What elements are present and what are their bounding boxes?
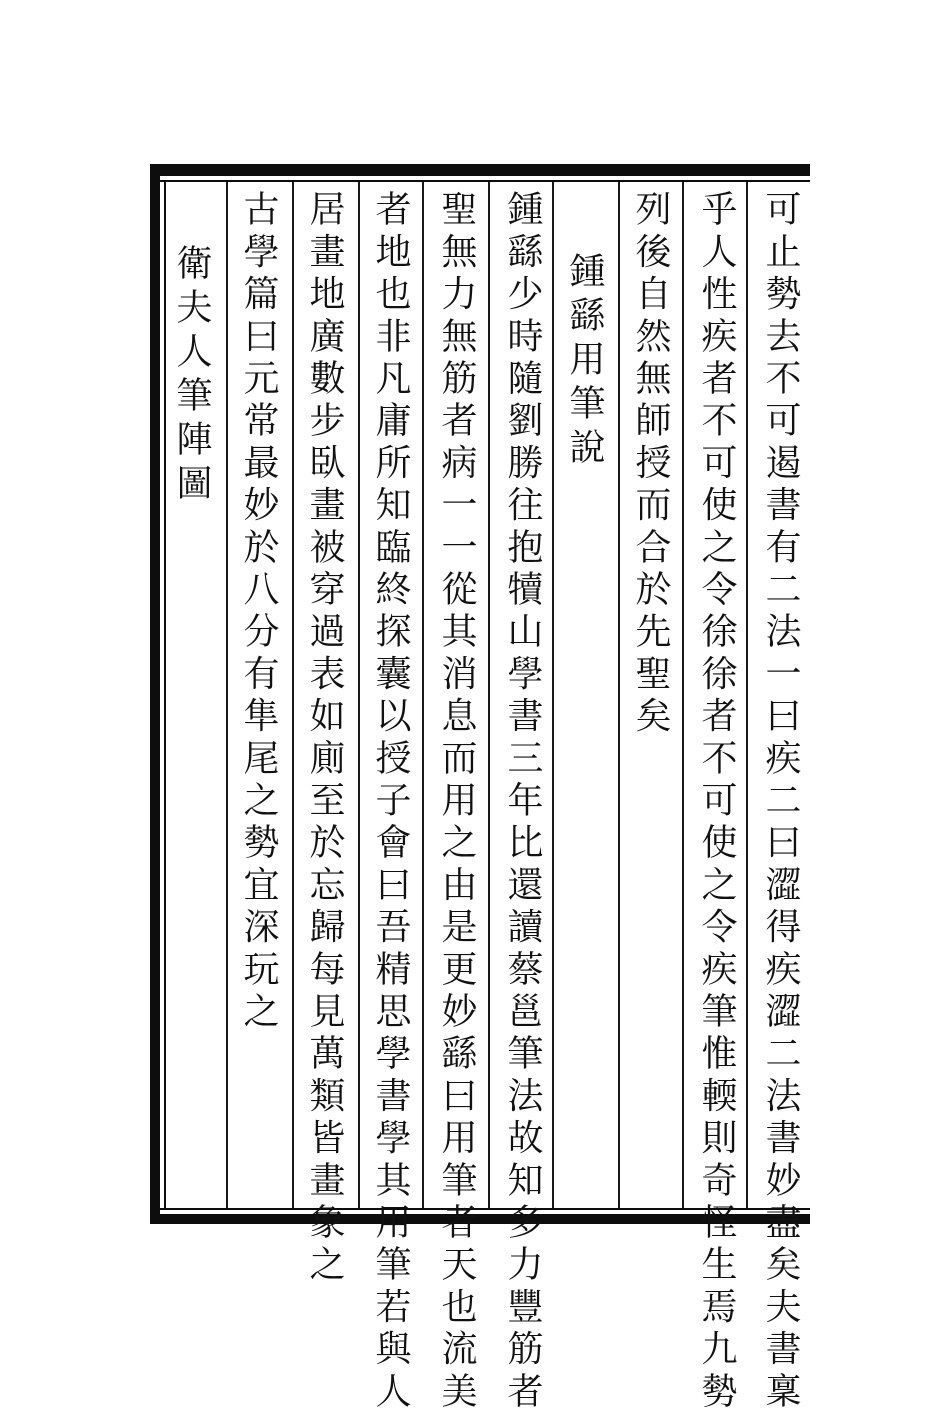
section-heading: 鍾繇用筆說 xyxy=(564,252,605,472)
column-divider xyxy=(488,182,490,1208)
text-column-5: 鍾繇少時隨劉勝往抱犢山學書三年比還讀蔡邕筆法故知多力豐筋者 xyxy=(502,190,543,1414)
column-divider xyxy=(422,182,424,1208)
margin-title: 衛夫人筆陣圖 xyxy=(171,244,212,508)
column-divider xyxy=(552,182,554,1208)
text-column-9: 古學篇曰元常最妙於八分有隼尾之勢宜深玩之 xyxy=(238,190,279,1034)
column-divider xyxy=(682,182,684,1208)
text-column-1: 可止勢去不可遏書有二法一曰疾二曰澀得疾澀二法書妙盡矣夫書稟 xyxy=(760,190,801,1414)
text-column-2: 乎人性疾者不可使之令徐徐者不可使之令疾筆惟輭則奇怪生焉九勢 xyxy=(696,190,737,1414)
column-divider xyxy=(746,182,748,1208)
column-divider xyxy=(358,182,360,1208)
column-divider xyxy=(618,182,620,1208)
frame-top-inner-rule xyxy=(158,180,810,182)
frame-left-rule xyxy=(150,164,160,1224)
text-column-7: 者地也非凡庸所知臨終探囊以授子會曰吾精思學書學其用筆若與人 xyxy=(370,190,411,1414)
text-column-6: 聖無力無筋者病一一從其消息而用之由是更妙繇曰用筆者天也流美 xyxy=(436,190,477,1414)
text-column-3: 列後自然無師授而合於先聖矣 xyxy=(630,190,671,739)
column-divider xyxy=(292,182,294,1208)
frame-top-rule xyxy=(150,164,810,176)
text-column-8: 居畫地廣數步臥畫被穿過表如廁至於忘歸每見萬類皆畫象之 xyxy=(304,190,345,1288)
column-divider xyxy=(226,182,228,1208)
frame-left-inner-rule xyxy=(164,180,166,1210)
